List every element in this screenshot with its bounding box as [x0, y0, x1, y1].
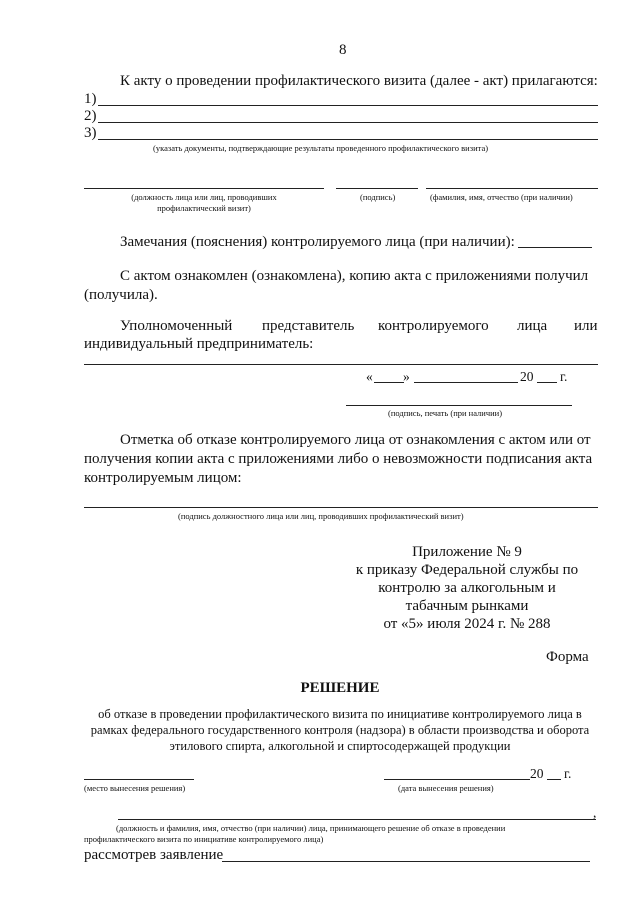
attachment-line-3[interactable] — [98, 139, 598, 140]
date-day-line[interactable] — [374, 382, 404, 383]
place-caption: (место вынесения решения) — [84, 783, 186, 793]
refusal-line-1: Отметка об отказе контролируемого лица от ознакомления с актом или от — [120, 432, 591, 448]
signature-caption: (подпись) — [360, 192, 396, 202]
act-intro-text: К акту о проведении профилактического визита (далее - акт) прилагаются: — [120, 73, 598, 89]
decision-date-caption: (дата вынесения решения) — [398, 783, 494, 793]
representative-word-5: или — [574, 318, 598, 334]
place-line[interactable] — [84, 779, 194, 780]
considered-label: рассмотрев заявление — [84, 847, 224, 863]
date-close-quote: » — [403, 369, 410, 384]
appendix-line-1: Приложение № 9 — [412, 544, 522, 560]
representative-line-2: индивидуальный предприниматель: — [84, 336, 314, 352]
date-year-line[interactable] — [537, 382, 557, 383]
official-line[interactable] — [118, 819, 596, 820]
official-caption-1: (должность и фамилия, имя, отчество (при наличии) лица, принимающего решение об отказе в проведении — [116, 823, 506, 833]
attachment-item-1: 1) — [84, 91, 97, 107]
representative-word-3: контролируемого — [378, 318, 489, 334]
attachment-line-1[interactable] — [98, 105, 598, 106]
decision-subtitle-2: рамках федерального государственного контроля (надзора) в области производства и оборота — [90, 723, 590, 737]
representative-signature-caption: (подпись, печать (при наличии) — [388, 408, 503, 418]
date-year-suffix: г. — [560, 369, 568, 384]
date-month-line[interactable] — [414, 382, 518, 383]
refusal-caption: (подпись должностного лица или лиц, проводивших профилактический визит) — [178, 511, 464, 521]
decision-year-suffix: г. — [564, 766, 572, 781]
representative-word-2: представитель — [262, 318, 355, 334]
documents-caption: (указать документы, подтверждающие результаты проведенного профилактического визита) — [153, 143, 489, 153]
decision-year-line[interactable] — [547, 779, 561, 780]
inspector-position-line[interactable] — [84, 188, 324, 189]
refusal-line-3: контролируемым лицом: — [84, 470, 242, 486]
official-caption-2: профилактического визита по инициативе контролируемого лица) — [84, 834, 324, 844]
refusal-line-2: получения копии акта с приложениями либо о невозможности подписания акта — [84, 451, 593, 467]
appendix-line-3: контролю за алкогольным и — [378, 580, 556, 596]
inspector-name-line[interactable] — [426, 188, 598, 189]
refusal-signature-line[interactable] — [84, 507, 598, 508]
representative-name-line[interactable] — [84, 364, 598, 365]
decision-year-prefix: 20 — [530, 766, 544, 781]
position-caption-2: профилактический визит) — [157, 203, 251, 213]
page-number: 8 — [339, 42, 347, 58]
representative-word-1: Уполномоченный — [120, 318, 233, 334]
representative-word-4: лица — [517, 318, 548, 334]
appendix-line-4: табачным рынками — [405, 598, 529, 614]
attachment-item-3: 3) — [84, 125, 97, 141]
name-caption: (фамилия, имя, отчество (при наличии) — [430, 192, 573, 202]
date-open-quote: « — [366, 369, 373, 384]
attachment-item-2: 2) — [84, 108, 97, 124]
application-line[interactable] — [222, 861, 590, 862]
acquainted-line-2: (получила). — [84, 287, 158, 303]
appendix-line-2: к приказу Федеральной службы по — [355, 562, 579, 578]
official-comma: , — [593, 805, 597, 820]
decision-title: РЕШЕНИЕ — [300, 680, 380, 696]
decision-date-line[interactable] — [384, 779, 530, 780]
attachment-line-2[interactable] — [98, 122, 598, 123]
decision-subtitle-1: об отказе в проведении профилактического визита по инициативе контролируемого лица в — [98, 707, 582, 721]
acquainted-line-1: С актом ознакомлен (ознакомлена), копию акта с приложениями получил — [120, 268, 589, 284]
remarks-line[interactable] — [518, 247, 592, 248]
decision-subtitle-3: этилового спирта, алкогольной и спиртосодержащей продукции — [169, 739, 511, 753]
position-caption-1: (должность лица или лиц, проводивших — [131, 192, 277, 202]
form-label: Форма — [546, 649, 589, 665]
appendix-line-5: от «5» июля 2024 г. № 288 — [383, 616, 551, 632]
representative-signature-line[interactable] — [346, 405, 572, 406]
inspector-signature-line[interactable] — [336, 188, 418, 189]
remarks-label: Замечания (пояснения) контролируемого лица (при наличии): — [120, 234, 515, 250]
date-year-prefix: 20 — [520, 369, 534, 384]
